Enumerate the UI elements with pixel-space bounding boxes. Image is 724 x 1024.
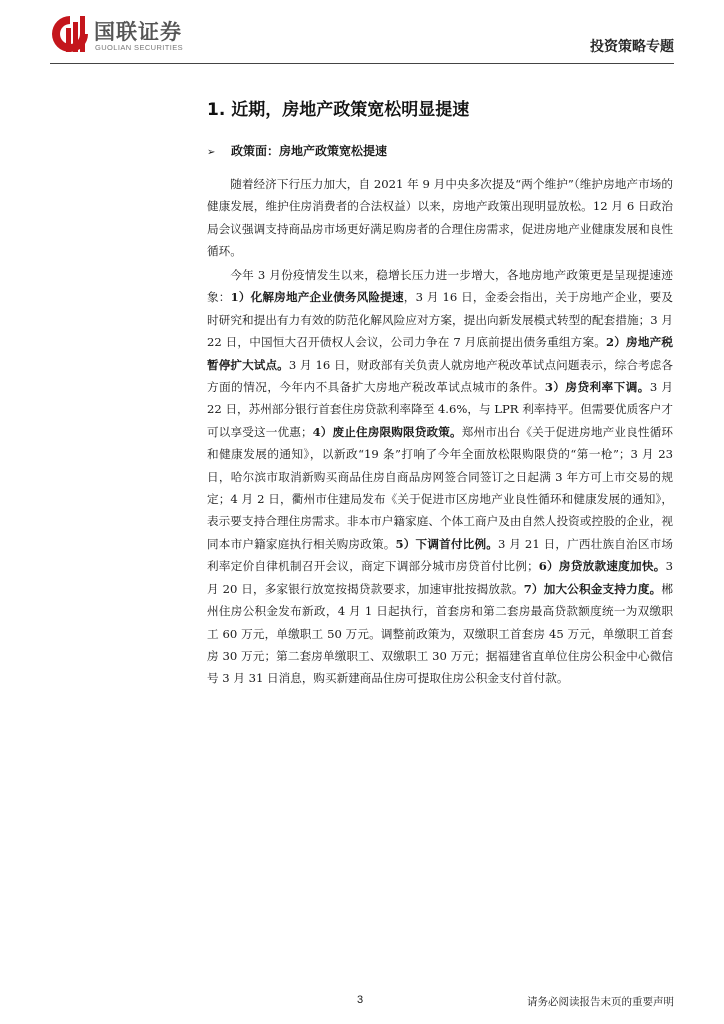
text-run: 郴州住房公积金发布新政，4 月 1 日起执行，首套房和第二套房最高贷款额度统一为双缴职工 60 万元，单缴职工 50 万元。调整前政策为，双缴职工首套房 45 万元，单缴职工首套房 30 万元；第二套房单缴职工、双缴职工 30 万元；据福建省直单位住房公积金中心微信号 3 月 31 日消息，购买新建商品住房可提取住房公积金支付首付款。 xyxy=(207,581,673,686)
paragraph-1: 随着经济下行压力加大，自 2021 年 9 月中央多次提及“两个维护”（维护房地产市场的健康发展，维护住房消费者的合法权益）以来，房地产政策出现明显放松。12 月 6 日政治局会议强调支持商品房市场更好满足购房者的合理住房需求，促进房地产业健康发展和良性循环。 xyxy=(207,177,673,259)
subsection-label: 政策面：房地产政策宽松提速 xyxy=(231,144,388,158)
logo-text-cn: 国联证券 xyxy=(94,20,182,44)
text-run: 3 月 21 日，广西壮族自治区市场利率定价自律机制召开会议，商定下调部分城市房贷首付比例； xyxy=(207,536,673,574)
policy-point-3: 3）房贷利率下调。 xyxy=(544,380,650,395)
policy-point-5: 5）下调首付比例。 xyxy=(395,536,499,551)
text-run: ，3 月 16 日，金委会指出，关于房地产企业，要及时研究和提出有力有效的防范化解风险应对方案，提出向新发展模式转型的配套措施；3 月 22 日，中国恒大召开债权人会议，公司力争在 7 月底前提出债务重组方案。 xyxy=(207,290,674,350)
section-heading: 1. 近期，房地产政策宽松明显提速 xyxy=(207,100,470,120)
paragraph-2 xyxy=(207,264,673,690)
footer-disclaimer: 请务必阅读报告末页的重要声明 xyxy=(527,996,674,1008)
header-divider xyxy=(50,63,674,64)
policy-point-2: 2）房地产税暂停扩大试点。 xyxy=(207,335,673,372)
text-run: 3 月 16 日，财政部有关负责人就房地产税改革试点问题表示，综合考虑各方面的情况，今年内不具备扩大房地产税改革试点城市的条件。 xyxy=(207,357,674,395)
logo-mark-icon xyxy=(50,14,90,54)
text-run: 3 月 22 日，苏州部分银行首套住房贷款利率降至 4.6%，与 LPR 利率持平。但需要优质客户才可以享受这一优惠； xyxy=(207,380,674,439)
logo-text-en: GUOLIAN SECURITIES xyxy=(95,43,184,52)
text-run: 3 月 20 日，多家银行放宽按揭贷款要求，加速审批按揭放款。 xyxy=(207,559,673,596)
text-run: 郑州市出台《关于促进房地产业良性循环和健康发展的通知》，以新政“19 条”打响了今年全面放松限购限贷的“第一枪”；3 月 23 日，哈尔滨市取消新购买商品住房自商品房网签合同签订之日起满 3 年方可上市交易的规定；4 月 2 日，衢州市住建局发布《关于促进市区房地产业良性循环和健康发展的通知》，表示要支持合理住房需求。非本市户籍家庭、个体工商户及由自然人投资或控股的企业，视同本市户籍家庭执行相关购房政策。 xyxy=(207,424,673,551)
text-run: 今年 3 月份疫情发生以来，稳增长压力进一步增大，各地房地产政策更是呈现提速迹象： xyxy=(207,268,673,305)
document-type: 投资策略专题 xyxy=(590,39,674,55)
company-logo xyxy=(50,14,210,54)
policy-point-7: 7）加大公积金支持力度。 xyxy=(523,581,662,596)
arrow-right-icon: ➢ xyxy=(207,147,216,158)
policy-point-4: 4）废止住房限购限贷政策。 xyxy=(312,424,462,439)
policy-point-1: 1）化解房地产企业债务风险提速 xyxy=(230,290,404,305)
page-number: 3 xyxy=(357,994,364,1006)
subsection-heading xyxy=(207,142,387,159)
page-header xyxy=(0,0,724,70)
policy-point-6: 6）房贷放款速度加快。 xyxy=(538,559,666,574)
